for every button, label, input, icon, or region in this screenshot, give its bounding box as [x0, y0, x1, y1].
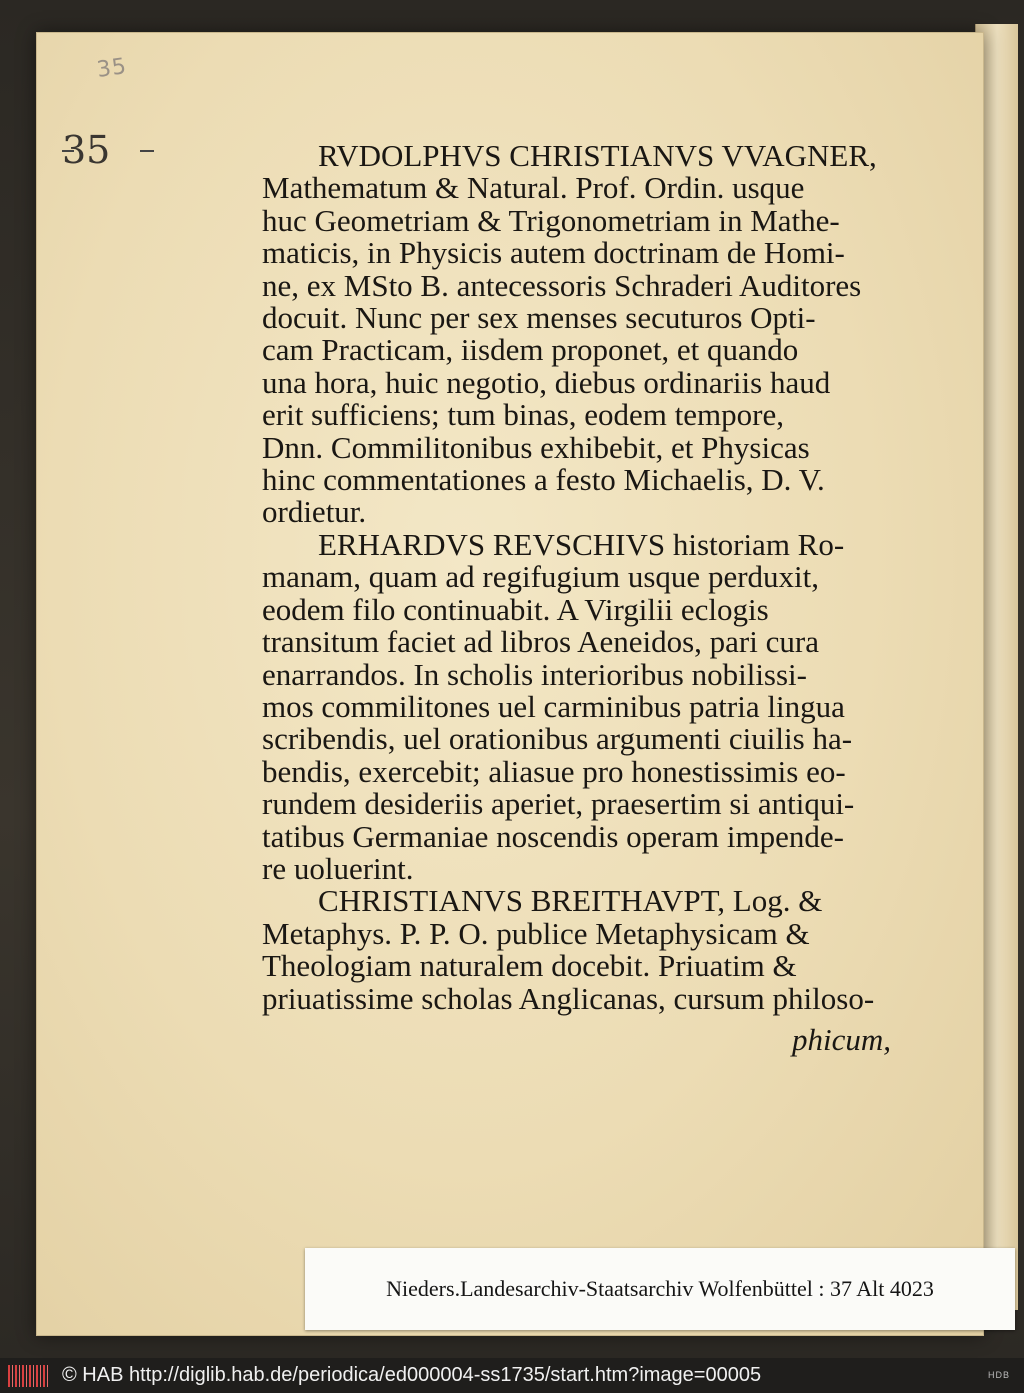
text-line: ordietur. [262, 494, 367, 530]
archive-label: Nieders.Landesarchiv-Staatsarchiv Wolfenbüttel : 37 Alt 4023 [305, 1248, 1015, 1330]
text-line: Dnn. Commilitonibus exhibebit, et Physicas [262, 429, 810, 465]
text-line: erit sufficiens; tum binas, eodem tempore, [262, 397, 784, 433]
hab-logo-icon [8, 1365, 48, 1387]
text-line: re uoluerint. [262, 850, 414, 886]
text-line: transitum faciet ad libros Aeneidos, pari cura [262, 624, 819, 660]
paragraph-reuschius [262, 526, 902, 886]
folio-mark-right [140, 150, 154, 152]
text-line: priuatissime scholas Anglicanas, cursum philoso- [262, 980, 875, 1016]
folio-number: 35 [62, 128, 111, 172]
text-line: rundem desideriis aperiet, praesertim si antiqui- [262, 786, 855, 822]
text-line: una hora, huic negotio, diebus ordinariis haud [262, 364, 831, 400]
text-line: docuit. Nunc per sex menses secuturos Opti- [262, 300, 816, 336]
text-line: scribendis, uel orationibus argumenti ciuilis ha- [262, 721, 853, 757]
page-body-text [262, 140, 902, 1015]
text-line: hinc commentationes a festo Michaelis, D. V. [262, 462, 825, 498]
text-line: huc Geometriam & Trigonometriam in Mathe- [262, 202, 840, 238]
catchword: phicum, [792, 1022, 892, 1057]
text-line: cam Practicam, iisdem proponet, et quando [262, 332, 799, 368]
text-line: maticis, in Physicis autem doctrinam de Homi- [262, 235, 845, 271]
paragraph-breithaupt [262, 885, 902, 1015]
text-line: ERHARDVS REVSCHIVS historiam Ro- [318, 526, 845, 562]
paragraph-wagner [262, 140, 902, 529]
text-line: RVDOLPHVS CHRISTIANVS VVAGNER, [318, 138, 877, 173]
text-line: Metaphys. P. P. O. publice Metaphysicam & [262, 915, 810, 951]
copyright-link[interactable]: © HAB http://diglib.hab.de/periodica/ed000004-ss1735/start.htm?image=00005 [62, 1364, 762, 1386]
text-line: tatibus Germaniae noscendis operam impende- [262, 818, 844, 854]
text-line: mos commilitones uel carminibus patria lingua [262, 688, 845, 724]
text-line: Theologiam naturalem docebit. Priuatim & [262, 948, 797, 984]
footer-tag: HDB [987, 1370, 1010, 1380]
text-line: enarrandos. In scholis interioribus nobilissi- [262, 656, 807, 692]
text-line: Mathematum & Natural. Prof. Ordin. usque [262, 170, 805, 206]
text-line: manam, quam ad regifugium usque perduxit, [262, 559, 820, 595]
pencil-annotation: 35 [95, 54, 129, 83]
text-line: ne, ex MSto B. antecessoris Schraderi Auditores [262, 267, 862, 303]
text-line: eodem filo continuabit. A Virgilii eclogis [262, 591, 769, 627]
text-line: CHRISTIANVS BREITHAVPT, Log. & [318, 883, 823, 919]
viewer-footer [0, 1358, 1024, 1393]
text-line: bendis, exercebit; aliasue pro honestissimis eo- [262, 753, 846, 789]
